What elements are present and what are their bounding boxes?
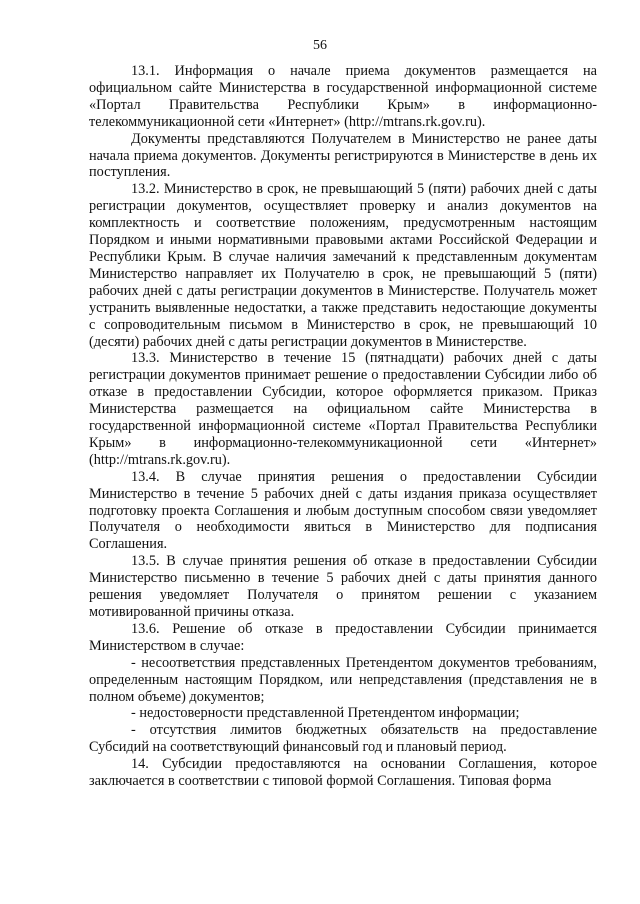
- list-item-no-limits: - отсутствия лимитов бюджетных обязательств на предоставление Субсидий на соответствующий финансовый год и плановый период.: [89, 722, 597, 756]
- paragraph-13-6: 13.6. Решение об отказе в предоставлении Субсидии принимается Министерством в случае:: [89, 620, 597, 654]
- page-number: 56: [313, 38, 327, 53]
- document-body: [89, 63, 597, 790]
- list-item-inaccuracy: - недостоверности представленной Претендентом информации;: [131, 705, 520, 722]
- paragraph-14: 14. Субсидии предоставляются на основании Соглашения, которое заключается в соответствии с типовой формой Соглашения. Типовая форма: [89, 756, 597, 790]
- paragraph-documents-submission: Документы представляются Получателем в Министерство не ранее даты начала приема документов. Документы регистрируются в Министерстве в день их поступления.: [89, 130, 597, 181]
- paragraph-13-5: 13.5. В случае принятия решения об отказе в предоставлении Субсидии Министерство письменно в течение 5 рабочих дней с даты принятия данного решения уведомляет Получателя о принятом решении с указанием мотивированной причины отказа.: [89, 553, 597, 620]
- paragraph-13-2: 13.2. Министерство в срок, не превышающий 5 (пяти) рабочих дней с даты регистрации документов, осуществляет проверку и анализ документов на комплектность и соответствие положениям, предусмотренным настоящим Порядком и иными нормативными правовыми актами Российской Федерации и Республики Крым. В случае наличия замечаний к представленным документам Министерство направляет их Получателю в срок, не превышающий 5 (пяти) рабочих дней с даты регистрации документов в Министерстве. Получатель может устранить выявленные недостатки, а также представить недостающие документы с сопроводительным письмом в Министерство в срок, не превышающий 10 (десяти) рабочих дней с даты регистрации документов в Министерстве.: [89, 181, 597, 350]
- paragraph-13-3: 13.3. Министерство в течение 15 (пятнадцати) рабочих дней с даты регистрации документов принимает решение о предоставлении Субсидии либо об отказе в предоставлении Субсидии, которое оформляется приказом. Приказ Министерства размещается на официальном сайте Министерства в государственной информационной системе «Портал Правительства Республики Крым» в информационно-телекоммуникационной сети «Интернет» (http://mtrans.rk.gov.ru).: [89, 350, 597, 468]
- paragraph-13-1: 13.1. Информация о начале приема документов размещается на официальном сайте Министерства в государственной информационной системе «Портал Правительства Республики Крым» в информационно-телекоммуникационной сети «Интернет» (http://mtrans.rk.gov.ru).: [89, 63, 597, 130]
- list-item-noncompliance: - несоответствия представленных Претендентом документов требованиям, определенным настоящим Порядком, или непредставления (представления не в полном объеме) документов;: [89, 654, 597, 705]
- paragraph-13-4: 13.4. В случае принятия решения о предоставлении Субсидии Министерство в течение 5 рабочих дней с даты издания приказа осуществляет подготовку проекта Соглашения и любым доступным способом связи уведомляет Получателя о необходимости явиться в Министерство для подписания Соглашения.: [89, 468, 597, 553]
